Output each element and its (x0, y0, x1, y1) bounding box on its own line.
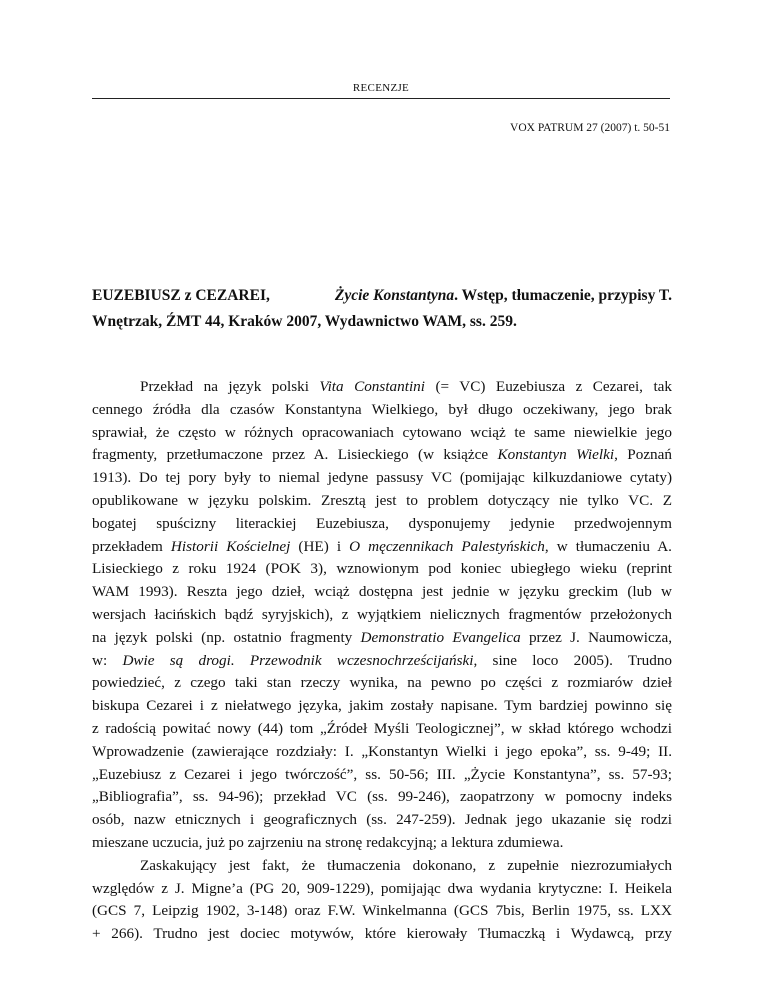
text-line: Przekład na język polski Vita Constantini (= VC) Euzebiusza z Cezarei, tak (140, 378, 672, 395)
text-line: biskupa Cezarei i z niełatwego języka, jakim zostały napisane. Tym bardziej powinno się (92, 697, 672, 715)
text-line: wersjach łacińskich bądź syryjskich), z wyjątkiem nielicznych fragmentów przełożonych (92, 605, 672, 623)
title-line-1 (92, 283, 672, 309)
text-line: na język polski (np. ostatnio fragmenty Demonstratio Evangelica przez J. Naumowicza, (92, 628, 672, 646)
text-line: mieszane uczucia, już po zajrzeniu na stronę redakcyjną; a lektura zdumiewa. (92, 833, 564, 851)
text-line: względów z J. Migne’a (PG 20, 909-1229), pomijając dwa wydania krytyczne: I. Heikela (92, 879, 672, 897)
review-body (92, 376, 672, 946)
running-head: RECENZJE (352, 82, 410, 94)
text-line: osób, nazw etnicznych i geograficznych (ss. 247-259). Jednak jego ukazanie się rodzi (92, 811, 672, 829)
title-line-2: Wnętrzak, ŹMT 44, Kraków 2007, Wydawnictwo WAM, ss. 259. (92, 313, 517, 330)
title-details: . Wstęp, tłumaczenie, przypisy T. (454, 287, 672, 304)
title-work: Życie Konstantyna (334, 287, 455, 304)
paragraph-2 (92, 855, 672, 946)
text-line: powiedzieć, z czego taki stan rzeczy wynika, na pewno po części z rozmiarów dzieł (92, 674, 672, 692)
text-line: cennego źródła dla czasów Konstantyna Wielkiego, był długo oczekiwany, jego brak (92, 400, 672, 418)
header-rule (92, 98, 670, 99)
text-line: w: Dwie są drogi. Przewodnik wczesnochrześcijański, sine loco 2005). Trudno (92, 651, 673, 669)
text-line: (GCS 7, Leipzig 1902, 3-148) oraz F.W. Winkelmanna (GCS 7bis, Berlin 1975, ss. LXX (92, 902, 672, 920)
text-line: Wprowadzenie (zawierające rozdziały: I. „Konstantyn Wielki i jego epoka”, ss. 9-49; II. (92, 742, 672, 760)
text-line: WAM 1993). Reszta jego dzieł, wciąż dostępna jest jednie w języku greckim (lub w (92, 583, 672, 601)
text-line: Zaskakujący jest fakt, że tłumaczenia dokonano, z zupełnie niezrozumiałych (140, 856, 672, 874)
text-line: opublikowane w języku polskim. Zresztą jest to problem dotyczący nie tylko VC. Z (92, 491, 672, 509)
text-line: + 266). Trudno jest dociec motywów, które kierowały Tłumaczką i Wydawcą, przy (92, 925, 672, 943)
text-line: „Euzebiusz z Cezarei i jego twórczość”, ss. 50-56; III. „Życie Konstantyna”, ss. 57-93; (92, 765, 672, 783)
journal-reference: VOX PATRUM 27 (2007) t. 50-51 (510, 122, 670, 134)
text-line: Lisieckiego z roku 1924 (POK 3), wznowionym pod koniec ubiegłego wieku (reprint (92, 560, 672, 578)
text-line: z radością powitać nowy (44) tom „Źródeł Myśli Teologicznej”, w skład którego wchodzi (92, 719, 672, 737)
text-line: „Bibliografia”, ss. 94-96); przekład VC (ss. 99-246), zaopatrzony w pomocny indeks (92, 788, 672, 806)
text-line: przekładem Historii Kościelnej (HE) i O męczennikach Palestyńskich, w tłumaczeniu A. (92, 537, 672, 555)
text-line: sprawiał, że często w różnych opracowaniach cytowano wciąż te same niewielkie jego (92, 423, 672, 441)
paragraph-1 (92, 376, 672, 855)
text-line: fragmenty, przetłumaczone przez A. Lisieckiego (w książce Konstantyn Wielki, Poznań (92, 446, 672, 464)
title-author: EUZEBIUSZ z CEZAREI, (92, 287, 270, 304)
text-line: 1913). Do tej pory były to niemal jedyne passusy VC (pomijając kilkuzdaniowe cytaty) (92, 469, 672, 487)
review-title (92, 283, 672, 335)
text-line: bogatej spuścizny literackiej Euzebiusza, dysponujemy jedynie przedwojennym (92, 514, 672, 532)
